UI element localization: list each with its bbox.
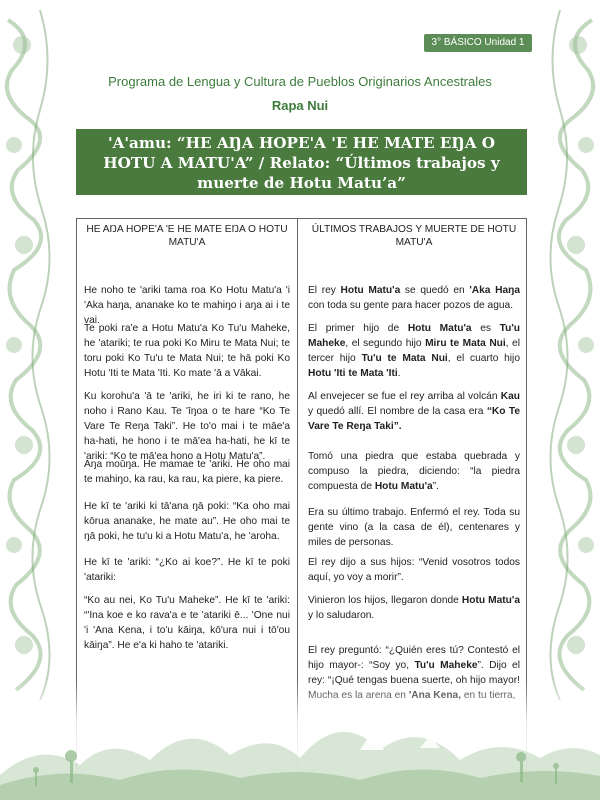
spanish-paragraph: Tomó una piedra que estaba quebrada y compuso la piedra, diciendo: “la piedra compuesta de Hotu Matu'a”. <box>308 451 520 492</box>
spanish-paragraph: El rey Hotu Matu'a se quedó en 'Aka Haŋa con toda su gente para hacer pozos de agua. <box>308 285 520 311</box>
rapanui-paragraph: He noho te 'ariki tama roa Ko Hotu Matu'a 'i 'Aka haŋa, ananake ko te mahiŋo i aŋa ai i te vai. <box>84 285 290 326</box>
landscape-footer-illustration <box>0 680 600 800</box>
spanish-paragraph: Era su último trabajo. Enfermó el rey. Toda su gente vino (a la casa de él), centenares y miles de personas. <box>308 507 520 548</box>
spanish-paragraph: El rey preguntó: “¿Quién eres tú? Contestó el hijo mayor-: “Soy yo, Tu'u Maheke”. Dijo el <box>308 645 520 671</box>
story-title-banner: 'A'amu: “HE AŊA HOPE'A 'E HE MATE EŊA O HOTU A MATU'A” / Relato: “Últimos trabajos y muerte de Hotu Matu’a” <box>76 129 527 195</box>
program-title: Programa de Lengua y Cultura de Pueblos Originarios Ancestrales <box>108 74 492 89</box>
page-subtitle: Rapa Nui <box>271 98 329 113</box>
rapanui-column-header: HE AŊA HOPE'A 'E HE MATE EŊA O HOTU MATU'A <box>86 224 288 248</box>
rapanui-paragraph: He kī te 'ariki ki tā'ana ŋā poki: “Ka oho mai kōrua ananake, he mate au”. He oho mai te ŋā poki, he tu'u ki a Hotu Matu'a, he 'aroha. <box>84 501 290 542</box>
spanish-column-header: ÚLTIMOS TRABAJOS Y MUERTE DE HOTU MATU'A <box>311 224 517 248</box>
grade-unit-badge: 3° BÁSICO Unidad 1 <box>424 34 532 52</box>
spanish-paragraph: Al envejecer se fue el rey arriba al volcán Kau y quedó allí. El nombre de la casa era “Ko Te Vare Te Reŋa Taki”. <box>308 391 520 432</box>
spanish-paragraph: El rey dijo a sus hijos: “Venid vosotros todos aquí, yo voy a morir”. <box>308 557 520 583</box>
rapanui-paragraph: “Ko au nei, Ko Tu'u Maheke”. He kī te 'ariki: “'Ina koe e ko rava'a e te 'atariki ē... 'One nui 'i 'Ana Kena, i to'u kāiŋa, kō'ura nui i tō'ou kāiŋa”. He e'a ki haho te 'atariki. <box>84 595 290 651</box>
rapanui-column <box>84 219 290 651</box>
rapanui-paragraph: Ku korohu'a 'ā te 'ariki, he iri ki te rano, he noho i Rano Kau. Te 'īŋoa o te hare “Ko Te Vare Te Reŋa Taki”. He to'o mai i te māe'a ha-hati, he hono i te mā'ea ha-hati, he kī te 'ariki: “Ko te mā'ea hono a Hotu Matu'a”. <box>84 391 290 462</box>
rapanui-paragraph: He kī te 'ariki: “¿Ko ai koe?”. He kī te poki 'atariki: <box>84 557 290 583</box>
spanish-paragraph: El primer hijo de Hotu Matu'a es Tu'u Maheke, el segundo hijo Miru te Mata Nui, el tercer hijo Tu'u te Mata Nui, el cuarto hijo Hotu 'Iti te Mata 'Iti. <box>308 323 520 379</box>
spanish-column <box>308 219 520 671</box>
spanish-paragraph: Vinieron los hijos, llegaron donde Hotu Matu'a y lo saludaron. <box>308 595 520 621</box>
rapanui-paragraph: Aŋa moūŋa. He mamae te 'ariki. He oho mai te mahiŋo, ka rau, ka rau, ka piere, ka piere. <box>84 459 290 485</box>
rapanui-paragraph: Te poki ra'e a Hotu Matu'a Ko Tu'u Maheke, he 'atariki; te rua poki Ko Miru te Mata Nui; te toru poki Ko Tu'u te Mata Nui; te hā poki Ko Hotu 'Iti te Mata 'Iti. Ko mate 'ā a Vākai. <box>84 323 290 379</box>
